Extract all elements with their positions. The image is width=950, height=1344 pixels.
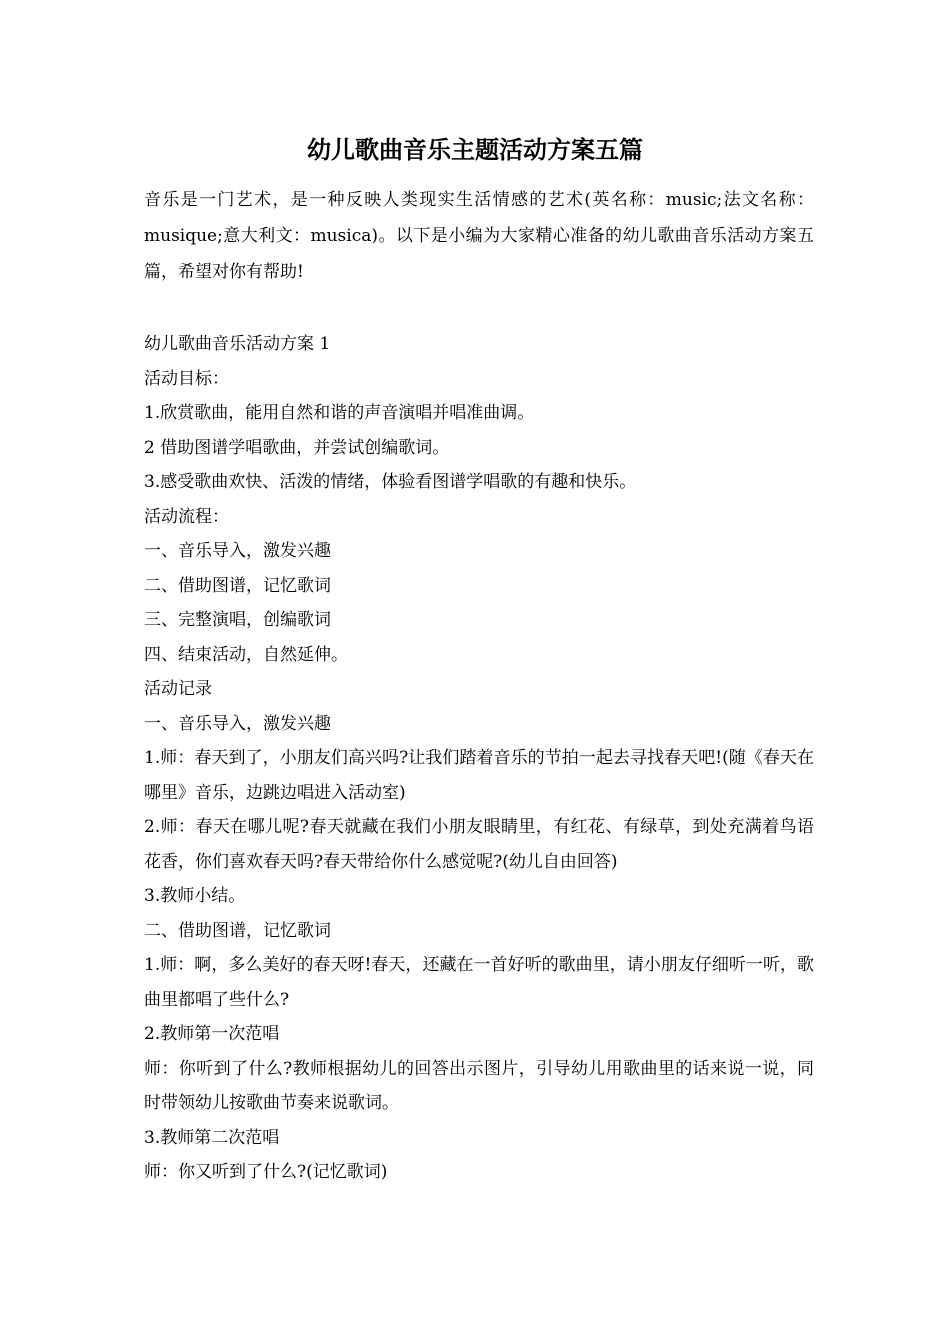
paragraph: 1.欣赏歌曲，能用自然和谐的声音演唱并唱准曲调。 [144,403,535,423]
paragraph: 3.教师小结。 [144,886,246,906]
paragraph: 二、借助图谱，记忆歌词 [144,575,331,596]
paragraph: 3.教师第二次范唱 [144,1127,280,1148]
paragraph: 3.感受歌曲欢快、活泼的情绪，体验看图谱学唱歌的有趣和快乐。 [144,472,637,492]
document-title: 幼儿歌曲音乐主题活动方案五篇 [307,135,643,164]
paragraph: 一、音乐导入，激发兴趣 [144,713,331,734]
paragraph: 活动目标： [144,368,229,389]
paragraph: 四、结束活动，自然延伸。 [144,644,348,665]
paragraph: 2.教师第一次范唱 [144,1024,280,1044]
paragraph: 1.师：春天到了，小朋友们高兴吗?让我们踏着音乐的节拍一起去寻找春天吧!(随《春天在哪里》音乐，边跳边唱进入活动室) [144,748,814,803]
paragraph: 活动流程： [144,506,229,527]
paragraph: 师：你听到了什么?教师根据幼儿的回答出示图片，引导幼儿用歌曲里的话来说一说，同时带领幼儿按歌曲节奏来说歌词。 [144,1058,814,1113]
document-body [144,327,814,1190]
intro-paragraph: 音乐是一门艺术，是一种反映人类现实生活情感的艺术(英名称：music;法文名称：musique;意大利文：musica)。以下是小编为大家精心准备的幼儿歌曲音乐活动方案五篇，希望对你有帮助! [144,190,814,282]
section-heading: 幼儿歌曲音乐活动方案 1 [144,334,331,354]
paragraph: 一、音乐导入，激发兴趣 [144,541,331,561]
paragraph: 三、完整演唱，创编歌词 [144,610,331,630]
paragraph: 师：你又听到了什么?(记忆歌词) [144,1162,388,1182]
paragraph: 2 借助图谱学唱歌曲，并尝试创编歌词。 [144,437,450,458]
paragraph: 活动记录 [144,679,212,699]
paragraph: 1.师：啊，多么美好的春天呀!春天，还藏在一首好听的歌曲里，请小朋友仔细听一听，歌曲里都唱了些什么? [144,955,814,1010]
paragraph: 2.师：春天在哪儿呢?春天就藏在我们小朋友眼睛里，有红花、有绿草，到处充满着鸟语花香，你们喜欢春天吗?春天带给你什么感觉呢?(幼儿自由回答) [144,817,814,872]
paragraph: 二、借助图谱，记忆歌词 [144,920,331,941]
